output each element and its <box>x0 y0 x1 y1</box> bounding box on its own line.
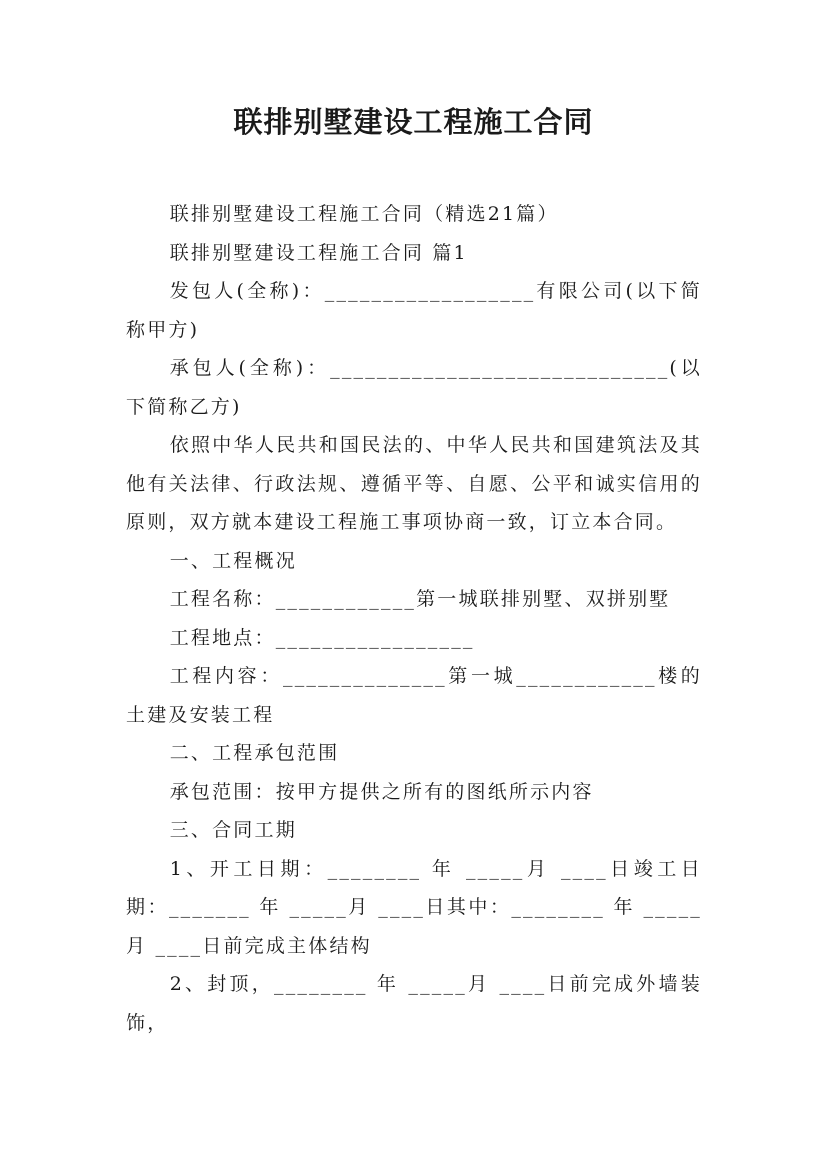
section-contract-period: 三、合同工期 <box>169 819 297 841</box>
contract-scope-line: 承包范围：按甲方提供之所有的图纸所示内容 <box>169 780 594 803</box>
legal-basis-paragraph: 依照中华人民共和国民法的、中华人民共和国建筑法及其他有关法律、行政法规、遵循平等、自愿、公平和诚实信用的原则，双方就本建设工程施工事项协商一致，订立本合同。 <box>126 434 702 533</box>
employer-line: 发包人(全称)：__________________有限公司(以下简称甲方) <box>126 280 702 341</box>
subtitle-collection: 联排别墅建设工程施工合同（精选21篇） <box>169 203 559 225</box>
project-name-line: 工程名称：____________第一城联排别墅、双拼别墅 <box>169 588 671 610</box>
topping-out-line: 2、封顶，________ 年 _____月 ____日前完成外墙装饰， <box>126 973 702 1034</box>
document-title: 联排别墅建设工程施工合同 <box>233 105 594 139</box>
section-heading-part-1: 联排别墅建设工程施工合同 篇1 <box>169 241 468 264</box>
project-content-line: 工程内容：______________第一城____________楼的土建及安装工程 <box>126 665 702 726</box>
project-location-line: 工程地点：_________________ <box>169 626 475 649</box>
contractor-line: 承包人(全称)：_____________________________(以下简称乙方) <box>126 357 702 418</box>
section-contract-scope: 二、工程承包范围 <box>169 742 340 764</box>
section-project-overview: 一、工程概况 <box>169 549 297 572</box>
document-body <box>126 195 702 1042</box>
start-completion-dates: 1、开工日期：________ 年 _____月 ____日竣工日期：_______ 年 _____月 ____日其中：________ 年 _____月 ____日前完成主体结构 <box>126 857 702 957</box>
